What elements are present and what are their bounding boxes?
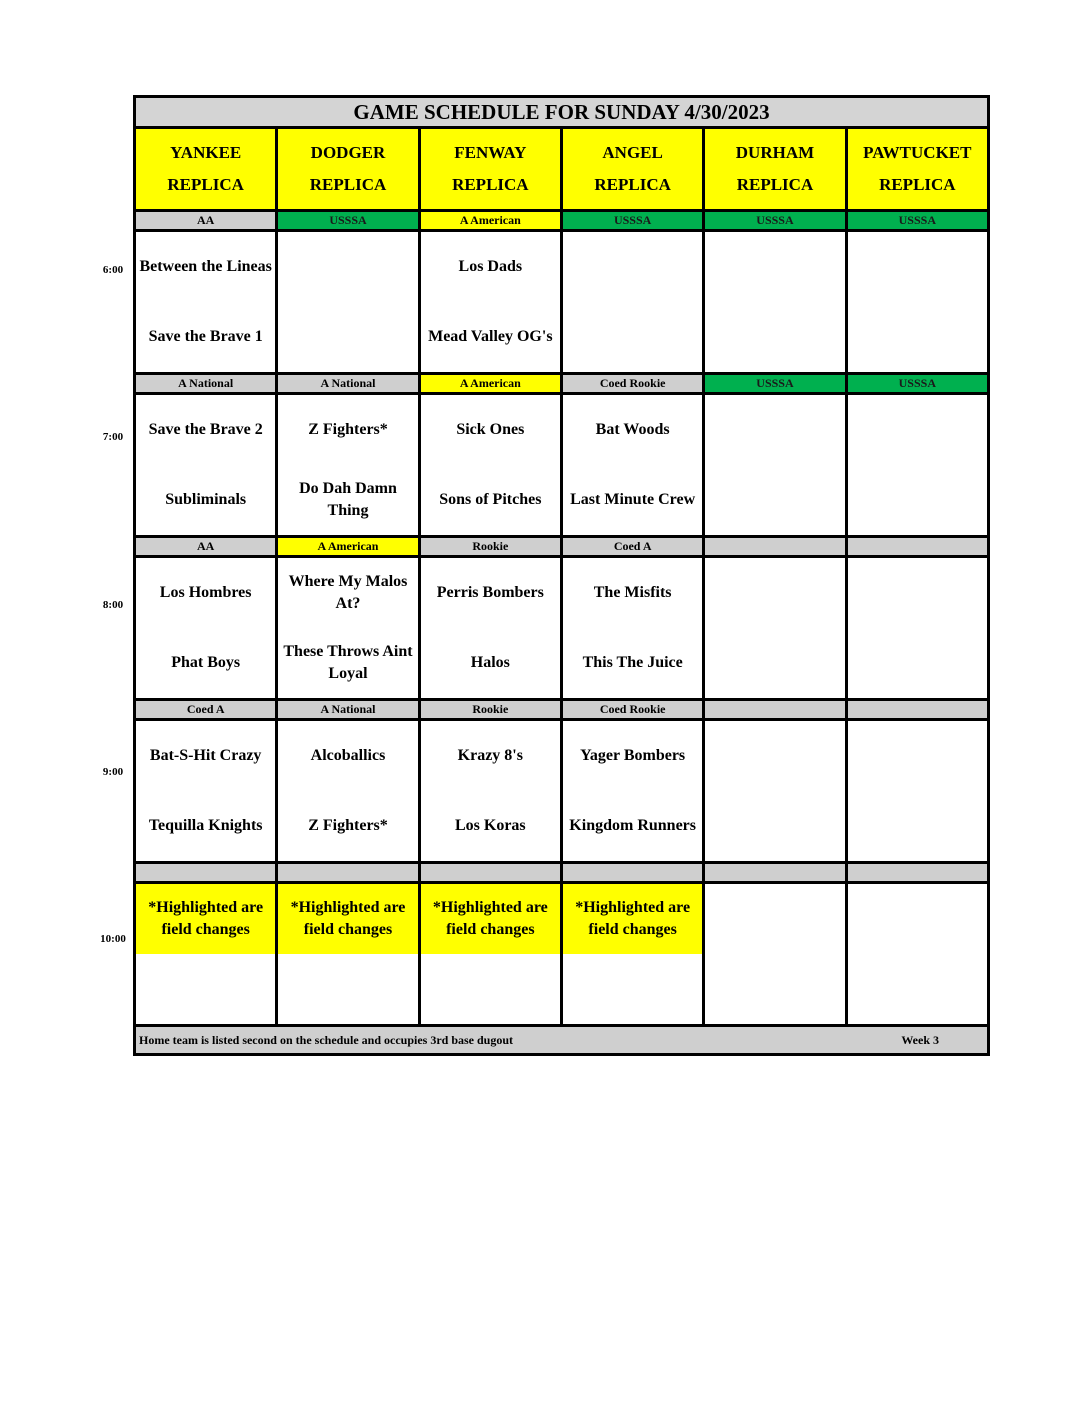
team-cell: Bat-S-Hit Crazy <box>135 720 277 792</box>
field-name: DODGER <box>310 143 386 162</box>
division-cell: Coed A <box>561 537 703 557</box>
team-cell <box>704 791 846 863</box>
footer-cell <box>135 1026 989 1055</box>
division-cell: Rookie <box>419 537 561 557</box>
team-cell: Los Dads <box>419 231 561 303</box>
division-cell <box>135 863 277 883</box>
field-change-note: *Highlighted are field changes <box>135 883 277 955</box>
team-cell: Halos <box>419 628 561 700</box>
division-cell <box>704 863 846 883</box>
team-cell <box>704 302 846 374</box>
field-sub: REPLICA <box>594 175 671 194</box>
team-cell <box>704 231 846 303</box>
division-cell <box>561 863 703 883</box>
field-name: ANGEL <box>602 143 663 162</box>
division-cell <box>846 700 988 720</box>
team-cell: Sons of Pitches <box>419 465 561 537</box>
team-row-top <box>135 883 989 955</box>
division-cell: A American <box>419 211 561 231</box>
team-cell <box>561 954 703 1026</box>
team-cell <box>135 954 277 1026</box>
team-cell <box>704 465 846 537</box>
team-cell: Phat Boys <box>135 628 277 700</box>
team-row-bottom <box>135 628 989 700</box>
team-row-bottom <box>135 302 989 374</box>
division-cell: USSSA <box>704 211 846 231</box>
team-cell: These Throws Aint Loyal <box>277 628 419 700</box>
team-cell <box>846 883 988 955</box>
team-cell <box>846 394 988 466</box>
team-cell <box>704 883 846 955</box>
team-cell: Los Koras <box>419 791 561 863</box>
field-yankee <box>135 128 277 211</box>
team-cell <box>277 302 419 374</box>
team-cell <box>704 628 846 700</box>
team-cell <box>846 231 988 303</box>
time-label: 6:00 <box>102 264 124 276</box>
team-cell: Yager Bombers <box>561 720 703 792</box>
schedule-title: GAME SCHEDULE FOR SUNDAY 4/30/2023 <box>135 97 989 128</box>
field-durham <box>704 128 846 211</box>
team-cell: The Misfits <box>561 557 703 629</box>
team-cell: Where My Malos At? <box>277 557 419 629</box>
team-row-bottom <box>135 791 989 863</box>
team-cell <box>846 954 988 1026</box>
team-cell <box>846 720 988 792</box>
field-sub: REPLICA <box>879 175 956 194</box>
team-cell: Subliminals <box>135 465 277 537</box>
field-sub: REPLICA <box>452 175 529 194</box>
division-cell <box>846 863 988 883</box>
division-cell: USSSA <box>561 211 703 231</box>
team-cell <box>277 231 419 303</box>
team-row-bottom <box>135 465 989 537</box>
team-cell: Mead Valley OG's <box>419 302 561 374</box>
team-cell <box>704 954 846 1026</box>
division-cell: AA <box>135 211 277 231</box>
field-fenway <box>419 128 561 211</box>
division-cell: USSSA <box>277 211 419 231</box>
division-row <box>135 863 989 883</box>
division-cell: Coed Rookie <box>561 374 703 394</box>
division-cell <box>277 863 419 883</box>
team-row-bottom <box>135 954 989 1026</box>
team-row-top <box>135 720 989 792</box>
team-cell <box>846 791 988 863</box>
team-cell: Bat Woods <box>561 394 703 466</box>
division-cell: A National <box>135 374 277 394</box>
time-label: 9:00 <box>102 766 124 778</box>
division-row <box>135 700 989 720</box>
field-name: YANKEE <box>170 143 242 162</box>
team-cell: Save the Brave 2 <box>135 394 277 466</box>
team-cell: Last Minute Crew <box>561 465 703 537</box>
field-name: PAWTUCKET <box>863 143 972 162</box>
division-cell: USSSA <box>704 374 846 394</box>
field-pawtucket <box>846 128 988 211</box>
division-cell: Rookie <box>419 700 561 720</box>
team-cell <box>277 954 419 1026</box>
team-cell <box>846 628 988 700</box>
team-row-top <box>135 557 989 629</box>
team-cell <box>704 557 846 629</box>
team-cell <box>704 720 846 792</box>
field-header-row <box>135 128 989 211</box>
division-row <box>135 537 989 557</box>
team-cell: Krazy 8's <box>419 720 561 792</box>
division-cell <box>704 700 846 720</box>
field-dodger <box>277 128 419 211</box>
division-row <box>135 211 989 231</box>
field-change-note: *Highlighted are field changes <box>277 883 419 955</box>
team-row-top <box>135 231 989 303</box>
division-cell: USSSA <box>846 374 988 394</box>
division-row <box>135 374 989 394</box>
division-cell: USSSA <box>846 211 988 231</box>
team-cell: Between the Lineas <box>135 231 277 303</box>
field-name: DURHAM <box>735 143 815 162</box>
team-cell <box>419 954 561 1026</box>
team-cell: Los Hombres <box>135 557 277 629</box>
field-angel <box>561 128 703 211</box>
time-label: 10:00 <box>100 933 126 945</box>
team-cell: Tequilla Knights <box>135 791 277 863</box>
division-cell: A National <box>277 700 419 720</box>
time-label: 7:00 <box>102 431 124 443</box>
team-cell: Kingdom Runners <box>561 791 703 863</box>
team-cell: Alcoballics <box>277 720 419 792</box>
week-label: Week 3 <box>901 1032 939 1047</box>
division-cell <box>846 537 988 557</box>
title-row <box>135 97 989 128</box>
field-name: FENWAY <box>454 143 527 162</box>
team-cell <box>846 465 988 537</box>
team-cell: Save the Brave 1 <box>135 302 277 374</box>
division-cell: A American <box>277 537 419 557</box>
field-change-note: *Highlighted are field changes <box>419 883 561 955</box>
team-cell: Do Dah Damn Thing <box>277 465 419 537</box>
team-cell <box>846 302 988 374</box>
division-cell <box>419 863 561 883</box>
team-cell: Z Fighters* <box>277 791 419 863</box>
team-cell <box>846 557 988 629</box>
schedule-table <box>133 95 990 1056</box>
field-sub: REPLICA <box>309 175 387 194</box>
team-cell: Sick Ones <box>419 394 561 466</box>
division-cell: A American <box>419 374 561 394</box>
division-cell: Coed A <box>135 700 277 720</box>
team-row-top <box>135 394 989 466</box>
footer-row <box>135 1026 989 1055</box>
time-label: 8:00 <box>102 599 124 611</box>
division-cell: A National <box>277 374 419 394</box>
team-cell: This The Juice <box>561 628 703 700</box>
field-sub: REPLICA <box>736 175 814 194</box>
team-cell <box>561 302 703 374</box>
division-cell: Coed Rookie <box>561 700 703 720</box>
team-cell: Perris Bombers <box>419 557 561 629</box>
home-team-note: Home team is listed second on the schedule and occupies 3rd base dugout <box>139 1032 514 1047</box>
field-change-note: *Highlighted are field changes <box>561 883 703 955</box>
team-cell <box>704 394 846 466</box>
team-cell <box>561 231 703 303</box>
field-sub: REPLICA <box>167 175 244 194</box>
division-cell <box>704 537 846 557</box>
team-cell: Z Fighters* <box>277 394 419 466</box>
division-cell: AA <box>135 537 277 557</box>
